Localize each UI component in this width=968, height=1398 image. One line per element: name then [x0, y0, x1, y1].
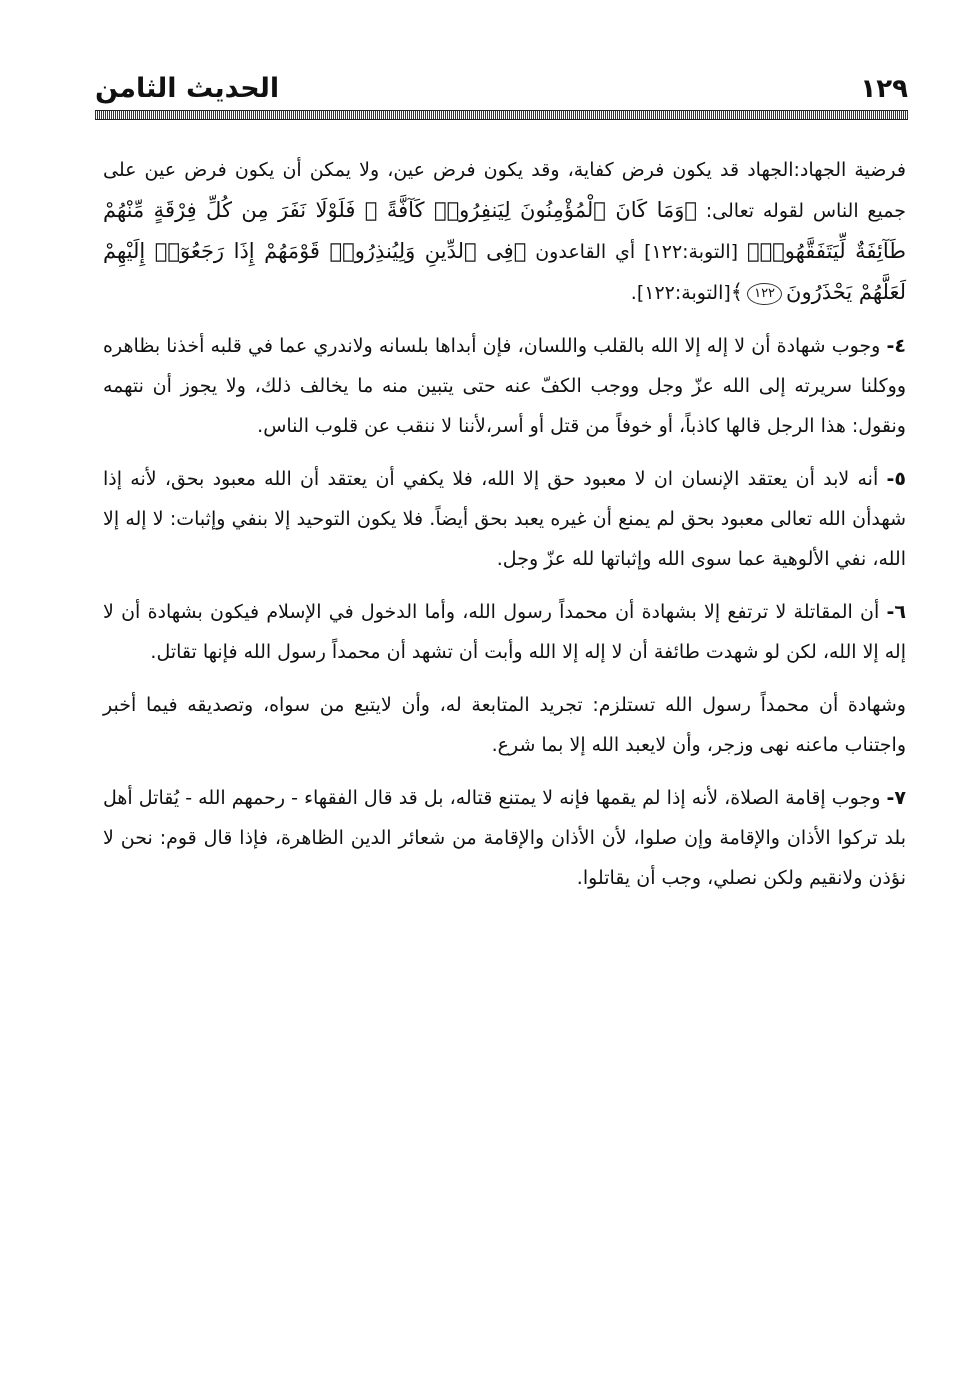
chapter-title: الحديث الثامن — [95, 73, 280, 104]
page-body — [103, 150, 906, 898]
point-number: ٥- — [886, 468, 906, 490]
point-number: ٤- — [886, 335, 906, 357]
paragraph-lead: فرضية الجهاد:الجهاد قد يكون فرض كفاية، وقد يكون فرض عين، ولا يمكن أن يكون فرض عين على جميع الناس لقوله تعالى: — [103, 159, 906, 222]
paragraph-point-5 — [103, 459, 906, 579]
quran-verse: ﴿وَمَا كَانَ ٱلْمُؤْمِنُونَ لِيَنفِرُوا۟ كَآفَّةً ۚ فَلَوْلَا نَفَرَ مِن كُلِّ فِرْقَةٍ مِّنْهُمْ طَآئِفَةٌ لِّيَتَفَقَّهُوا۟﴾ — [103, 198, 907, 263]
verse-close-bracket: ﴾ — [730, 280, 744, 304]
paragraph-text: وشهادة أن محمداً رسول الله تستلزم: تجريد المتابعة له، وأن لايتبع من سواه، وتصديقه فيما أخبر واجتناب ماعنه نهى وزجر، وأن لايعبد الله إلا بما شرع. — [103, 694, 906, 756]
paragraph-jihad — [103, 150, 906, 313]
page-number: ١٢٩ — [860, 74, 908, 104]
paragraph-testimony — [103, 685, 906, 765]
paragraph-point-6 — [103, 592, 906, 672]
paragraph-text: أن المقاتلة لا ترتفع إلا بشهادة أن محمداً رسول الله، وأما الدخول في الإسلام فيكون بشهادة أن لا إله إلا الله، لكن لو شهدت طائفة أن لا إله إلا الله وأبت أن تشهد أن محمداً رسول الله فإنها تقاتل. — [103, 601, 906, 663]
verse-reference: [التوبة:١٢٢]. — [630, 282, 731, 304]
verse-reference: [التوبة:١٢٢] أي القاعدون — [526, 241, 747, 263]
ayah-number-marker: ١٢٢ — [747, 283, 782, 305]
paragraph-text: أنه لابد أن يعتقد الإنسان ان لا معبود حق إلا الله، فلا يكفي أن يعتقد أن الله معبود بحق، لأنه إذا شهدأن الله تعالى معبود بحق لم يمنع أن غيره يعبد بحق أيضاً. فلا يكون التوحيد إلا بنفي وإثبات: لا إله إلا الله، نفي الألوهية عما سوى الله وإثباتها لله عزّ وجل. — [103, 468, 906, 570]
point-number: ٦- — [886, 601, 906, 623]
paragraph-point-4 — [103, 326, 906, 446]
running-header — [95, 72, 908, 112]
paragraph-point-7 — [103, 778, 906, 898]
paragraph-text: وجوب شهادة أن لا إله إلا الله بالقلب واللسان، فإن أبداها بلسانه ولاندري عما في قلبه أخذنا بظاهره ووكلنا سريرته إلى الله عزّ وجل ووجب الكفّ عنه حتى يتبين منه ما يخالف ذلك، ولا يجوز أن نتهمه ونقول: هذا الرجل قالها كاذباً، أو خوفاً من قتل أو أسر،لأننا لا ننقب عن قلوب الناس. — [103, 335, 906, 437]
quran-verse: ﴿فِى ٱلدِّينِ وَلِيُنذِرُوا۟ قَوْمَهُمْ إِذَا رَجَعُوٓا۟ إِلَيْهِمْ لَعَلَّهُمْ يَحْذَرُونَ — [103, 239, 906, 304]
point-number: ٧- — [886, 787, 906, 809]
paragraph-text: وجوب إقامة الصلاة، لأنه إذا لم يقمها فإنه لا يمتنع قتاله، بل قد قال الفقهاء - رحمهم الله - يُقاتل أهل بلد تركوا الأذان والإقامة وإن صلوا، لأن الأذان والإقامة من شعائر الدين الظاهرة، فإذا قال قوم: نحن لا نؤذن ولانقيم ولكن نصلي، وجب أن يقاتلوا. — [103, 787, 906, 889]
header-rule — [95, 110, 908, 120]
